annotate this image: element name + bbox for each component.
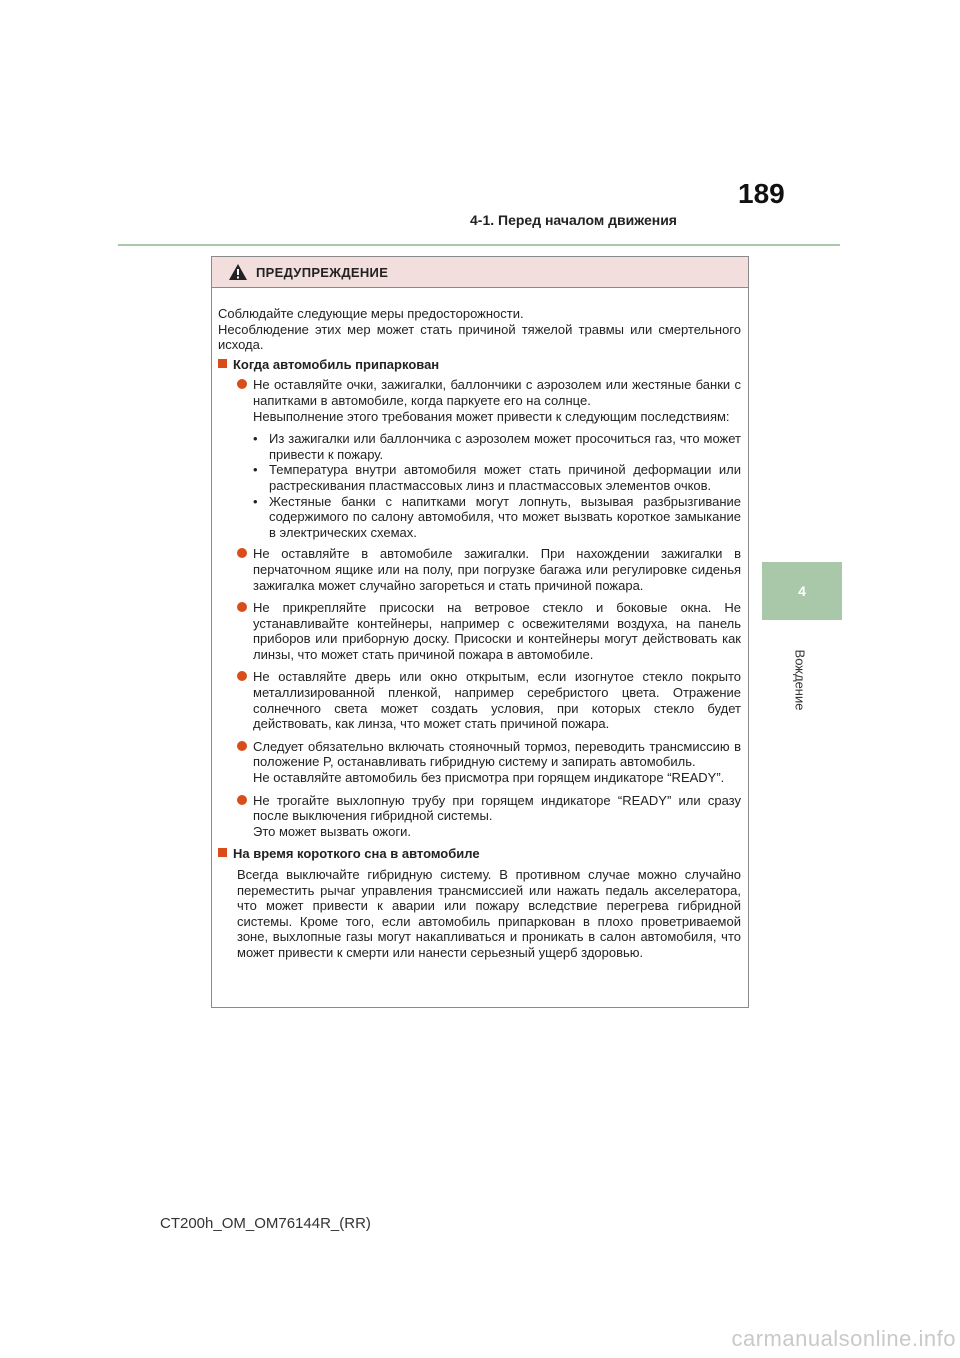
document-code: CT200h_OM_OM76144R_(RR) xyxy=(160,1215,371,1232)
intro-line: Соблюдайте следующие меры предосторожности. xyxy=(218,306,524,321)
sub-text: Из зажигалки или баллончика с аэрозолем может просочиться газ, что может привести к пожару. xyxy=(269,431,741,462)
round-bullet-icon xyxy=(237,548,247,558)
sub-item xyxy=(253,494,741,541)
sub-bullet: • xyxy=(253,493,258,509)
sub-bullet: • xyxy=(253,431,258,447)
subheading-text: Когда автомобиль припаркован xyxy=(233,356,440,372)
chapter-label: Вождение xyxy=(792,649,808,711)
sub-item xyxy=(253,431,741,462)
item-text: Не прикрепляйте присоски на ветровое стекло и боковые окна. Не устанавливайте контейнеры, например с освежителями воздуха, на панель приборов или приборную доску. Присоски и контейнеры могут действовать как линзы, что может стать причиной пожара в автомобиле. xyxy=(253,600,741,662)
warning-body xyxy=(212,288,748,961)
list-item xyxy=(237,600,741,662)
item-text: Не оставляйте дверь или окно открытым, если изогнутое стекло покрыто металлизированной пленкой, например серебристого цвета. Отражение солнечного света может создать условия, при которых стекло будет действовать, как линза, что может стать причиной пожара. xyxy=(253,669,741,732)
header-rule xyxy=(118,244,840,246)
sub-list xyxy=(253,431,741,540)
sub-bullet: • xyxy=(253,462,258,478)
page-number: 189 xyxy=(738,178,785,209)
square-bullet-icon xyxy=(218,848,227,857)
warning-intro xyxy=(218,306,741,353)
warning-title: ПРЕДУПРЕЖДЕНИЕ xyxy=(256,264,389,280)
chapter-tab[interactable] xyxy=(762,562,842,620)
item-text: Не оставляйте в автомобиле зажигалки. При нахождении зажигалки в перчаточном ящике или на полу, при погрузке багажа или регулировке сиденья зажигалка может случайно загореться и стать причиной пожара. xyxy=(253,546,741,593)
item-line: Не оставляйте автомобиль без присмотра при горящем индикаторе “READY”. xyxy=(253,770,725,786)
list-item xyxy=(237,739,741,786)
sub-text: Жестяные банки с напитками могут лопнуть, вызывая разбрызгивание содержимого по салону автомобиля, что может вызвать короткое замыкание в электрических схемах. xyxy=(269,493,741,540)
list-item xyxy=(237,377,741,424)
item-text xyxy=(253,793,741,840)
list-item xyxy=(237,793,741,840)
chapter-number: 4 xyxy=(798,583,806,599)
subheading-text: На время короткого сна в автомобиле xyxy=(233,846,480,862)
subheading-parked xyxy=(218,357,741,373)
item-line: Невыполнение этого требования может привести к следующим последствиям: xyxy=(253,408,730,424)
item-text xyxy=(253,739,741,786)
site-watermark: carmanualsonline.info xyxy=(731,1326,956,1351)
round-bullet-icon xyxy=(237,602,247,612)
subheading-nap xyxy=(218,846,741,862)
round-bullet-icon xyxy=(237,379,247,389)
item-line: Не трогайте выхлопную трубу при горящем индикаторе “READY” или сразу после выключения гибридной системы. xyxy=(253,792,741,824)
item-text xyxy=(253,377,741,424)
list-item xyxy=(237,546,741,593)
item-line: Это может вызвать ожоги. xyxy=(253,823,411,839)
section-title: 4-1. Перед началом движения xyxy=(470,212,677,228)
square-bullet-icon xyxy=(218,359,227,368)
sub-item xyxy=(253,462,741,493)
list-item xyxy=(237,669,741,731)
round-bullet-icon xyxy=(237,795,247,805)
sub-text: Температура внутри автомобиля может стать причиной деформации или растрескивания пластмассовых линз и пластмассовых элементов очков. xyxy=(269,462,741,493)
warning-box xyxy=(211,256,749,1008)
item-line: Следует обязательно включать стояночный тормоз, переводить трансмиссию в положение P, останавливать гибридную систему и запирать автомобиль. xyxy=(253,738,741,770)
nap-paragraph: Всегда выключайте гибридную систему. В противном случае можно случайно переместить рычаг управления трансмиссией или нажать педаль акселератора, что может привести к аварии или пожару вследствие перегрева гибридной системы. Кроме того, если автомобиль припаркован в плохо проветриваемой зоне, выхлопные газы могут накапливаться и проникать в салон автомобиля, что может привести к смерти или нанести серьезный ущерб здоровью. xyxy=(237,867,741,960)
round-bullet-icon xyxy=(237,741,247,751)
item-line: Не оставляйте очки, зажигалки, баллончики с аэрозолем или жестяные банки с напитками в автомобиле, когда паркуете его на солнце. xyxy=(253,377,741,408)
round-bullet-icon xyxy=(237,671,247,681)
intro-line: Несоблюдение этих мер может стать причиной тяжелой травмы или смертельного исхода. xyxy=(218,321,741,353)
warning-triangle-icon xyxy=(228,263,248,281)
warning-header xyxy=(212,257,748,288)
